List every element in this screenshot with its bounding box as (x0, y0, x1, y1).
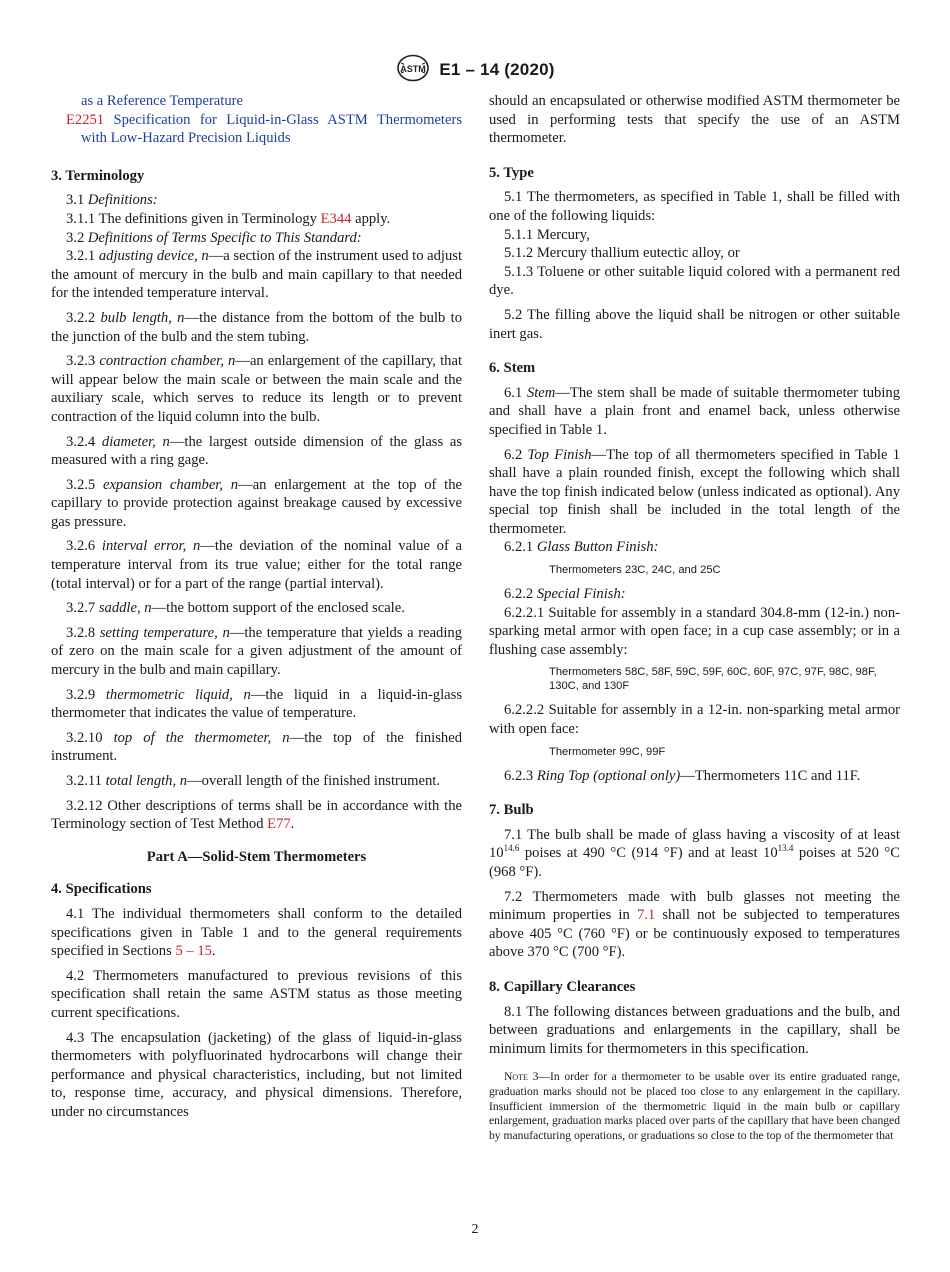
para-number: 3.2.10 (66, 729, 114, 746)
para-3-1 (51, 191, 462, 210)
para-4-2: 4.2 Thermometers manufactured to previous revisions of this specification shall retain the same ASTM status as those meeting current specifications. (51, 967, 462, 1021)
definition-text: —the bottom support of the enclosed scale. (151, 600, 405, 617)
definition-text: —the top of the finished instrument. (51, 729, 462, 765)
section-7-title: 7. Bulb (489, 802, 534, 819)
text: apply. (351, 210, 391, 227)
term: Top Finish (527, 446, 592, 463)
standard-designation: E1 – 14 (2020) (439, 60, 555, 79)
para-number: 3.2 (66, 229, 88, 246)
text: 7.2 Thermometers made with bulb glasses not meeting the minimum properties in (489, 888, 900, 924)
term: thermometric liquid, n (105, 686, 251, 703)
definition-text: —the temperature that yields a reading of zero on the main scale for a given adjustment of the amount of mercury in the bulb and main capillary. (51, 624, 462, 679)
term: total length, n (105, 773, 188, 789)
svg-text:ASTM: ASTM (400, 63, 427, 74)
definition-text: —overall length of the finished instrument. (187, 773, 440, 789)
para-6-1 (489, 384, 900, 440)
para-number: 3.2.7 (66, 600, 99, 617)
text: 3.2.12 Other descriptions of terms shall be in accordance with the Terminology section of Test Method (51, 797, 462, 833)
definition-3-2-3 (51, 352, 462, 426)
text: 7.1 The bulb shall be made of glass having a viscosity of at least 10 (489, 826, 900, 862)
para-number: 3.2.3 (66, 353, 100, 370)
reference-e2251 (51, 111, 462, 148)
definition-3-2-8 (51, 624, 462, 680)
para-4-3-continued: should an encapsulated or otherwise modified ASTM thermometer be used in performing tests that specify the use of an ASTM thermometer. (489, 93, 900, 147)
para-6-2-2-1: 6.2.2.1 Suitable for assembly in a standard 304.8-mm (12-in.) non-sparking metal armor with open face; in a cup case assembly; or in a flushing case assembly: (489, 604, 900, 658)
definition-3-2-11 (51, 772, 462, 791)
para-3-1-1 (51, 210, 462, 229)
definition-3-2-7 (51, 599, 462, 618)
para-5-1-2: 5.1.2 Mercury thallium eutectic alloy, or (504, 245, 740, 262)
para-5-1-3: 5.1.3 Toluene or other suitable liquid colored with a permanent red dye. (489, 263, 900, 299)
para-6-2-1 (489, 538, 900, 557)
left-column (51, 92, 462, 1128)
definition-text: —an enlargement at the top of the capillary to provide protection against breakage caused by excessive gas pressure. (51, 476, 462, 530)
note-text: —In order for a thermometer to be usable over its entire graduated range, graduation marks should not be placed too close to any enlargement in the capillary. Insufficient immersion of the thermometric liquid in the main bulb or capillary enlargement, graduation marks placed over parts of the capillary that have been changed by manufacturing operations, or graduations so close to the top of the thermometer that (489, 1070, 900, 1142)
definition-text: —the liquid in a liquid-in-glass thermometer that indicates the value of temperature. (51, 686, 462, 722)
part-a-heading: Part A—Solid-Stem Thermometers (146, 848, 367, 865)
section-8-title: 8. Capillary Clearances (489, 978, 636, 995)
para-6-2 (489, 446, 900, 539)
right-column (489, 92, 900, 1143)
para-6-2-2 (489, 585, 900, 604)
definition-text: —the deviation of the nominal value of a temperature interval from its true value; either for the total range (total interval) or for a part of the range (partial interval). (51, 538, 462, 592)
definition-3-2-6 (51, 537, 462, 593)
para-4-1 (51, 905, 462, 961)
term: Definitions of Terms Specific to This Standard: (87, 229, 362, 246)
para-number: 3.2.11 (66, 773, 106, 789)
para-number: 3.2.1 (66, 248, 99, 265)
term: contraction chamber, n (99, 353, 236, 370)
para-4-3: 4.3 The encapsulation (jacketing) of the glass of liquid-in-glass thermometers with polyfluorinated hydrocarbons will change their performance and physical characteristics, including, but not limited to, response time, accuracy, and physical dimensions. Therefore, under no circumstances (51, 1029, 462, 1120)
term: Special Finish: (536, 586, 626, 603)
definition-3-2-1 (51, 247, 462, 303)
note-label: Note 3 (504, 1070, 539, 1084)
term: expansion chamber, n (102, 476, 239, 493)
term: top of the thermometer, n (113, 729, 290, 746)
reference-continuation: as a Reference Temperature (81, 93, 243, 109)
section-6-title: 6. Stem (489, 360, 536, 377)
e2251-link[interactable]: E2251 (66, 111, 105, 128)
para-6-2-3 (489, 767, 900, 786)
page-header (0, 56, 950, 84)
para-number: 6.2.3 (504, 767, 537, 784)
para-7-2 (489, 888, 900, 962)
text: 3.1.1 The definitions given in Terminology (66, 210, 321, 227)
para-number: 3.2.5 (66, 476, 103, 493)
text: —Thermometers 11C and 11F. (680, 767, 861, 784)
e2251-title[interactable]: Specification for Liquid-in-Glass ASTM Thermometers with Low-Hazard Precision Liquids (81, 111, 462, 147)
e344-link[interactable]: E344 (320, 210, 352, 227)
para-6-2-2-2: 6.2.2.2 Suitable for assembly in a 12-in. non-sparking metal armor with open face: (489, 702, 900, 738)
text: shall not be subjected to temperatures above 405 °C (760 °F) or be continuously exposed to temperatures above 370 °C (700 °F). (489, 907, 900, 961)
para-3-2 (51, 229, 462, 248)
text: 4.1 The individual thermometers shall conform to the detailed specifications given in Table 1 and to the general requirements specified in Sections (51, 905, 462, 960)
para-5-1-1: 5.1.1 Mercury, (504, 226, 590, 243)
e77-link[interactable]: E77 (267, 816, 291, 833)
para-5-1: 5.1 The thermometers, as specified in Table 1, shall be filled with one of the following liquids: (489, 189, 900, 224)
section-4-title: 4. Specifications (51, 881, 152, 898)
text: poises at 520 °C (968 °F). (489, 845, 900, 880)
para-number: 3.2.6 (66, 538, 102, 555)
definition-text: —a section of the instrument used to adjust the amount of mercury in the bulb and main capillary to that needed for the intended temperature interval. (51, 248, 463, 302)
definition-3-2-5 (51, 476, 462, 532)
para-number: 6.2.1 (504, 539, 537, 556)
para-number: 3.1 (66, 192, 88, 209)
section-7-1-link[interactable]: 7.1 (636, 907, 656, 924)
definition-3-2-9 (51, 686, 462, 723)
definition-3-2-2 (51, 309, 462, 346)
term: saddle, n (98, 600, 152, 617)
term: Stem (526, 384, 556, 401)
thermometer-list-glass-button: Thermometers 23C, 24C, and 25C (549, 564, 721, 577)
term: setting temperature, n (99, 624, 230, 641)
astm-logo-icon (395, 53, 431, 88)
para-number: 6.2.2 (504, 586, 537, 603)
thermometer-list-special-finish: Thermometers 58C, 58F, 59C, 59F, 60C, 60F, 97C, 97F, 98C, 98F, 130C, and 130F (549, 666, 877, 693)
term: interval error, n (101, 538, 201, 555)
definition-text: —the largest outside dimension of the glass as measured with a ring gage. (51, 433, 463, 469)
exponent: 14.6 (503, 843, 520, 854)
text: —The top of all thermometers specified in Table 1 shall have a plain rounded finish, except the following which shall have the top finish indicated below (unless indicated as optional). Any special top finish shall be included in the total length of the thermometer. (489, 446, 901, 537)
text: poises at 490 °C (914 °F) and at least 10 (519, 845, 778, 862)
term: bulb length, n (100, 309, 185, 326)
para-number: 3.2.2 (66, 309, 101, 326)
para-number: 3.2.8 (66, 624, 100, 641)
para-number: 6.2 (504, 446, 528, 463)
definition-text: —the distance from the bottom of the bulb to the junction of the bulb and the stem tubing. (51, 309, 462, 345)
definition-3-2-10 (51, 729, 462, 766)
text: —The stem shall be made of suitable thermometer tubing and shall have a plain front and enamel back, unless otherwise specified in Table 1. (489, 384, 900, 438)
para-number: 3.2.4 (66, 433, 102, 450)
para-8-1: 8.1 The following distances between graduations and the bulb, and between graduations and enlargements in the capillary, shall be minimum limits for thermometers in this specification. (489, 1003, 900, 1057)
text: . (290, 816, 295, 833)
section-3-title: 3. Terminology (51, 167, 145, 184)
exponent: 13.4 (777, 843, 794, 854)
term: Definitions: (87, 192, 158, 209)
term: adjusting device, n (98, 248, 209, 265)
thermometer-list-armor: Thermometer 99C, 99F (549, 745, 666, 758)
term: Glass Button Finish: (536, 539, 659, 556)
page-number: 2 (471, 1222, 479, 1237)
note-3 (489, 1070, 900, 1143)
text: . (211, 943, 216, 960)
para-3-2-12 (51, 797, 462, 834)
definition-3-2-4 (51, 433, 462, 470)
para-number: 3.2.9 (66, 686, 106, 703)
para-5-2: 5.2 The filling above the liquid shall be nitrogen or other suitable inert gas. (489, 306, 900, 342)
section-5-title: 5. Type (489, 164, 534, 181)
term: Ring Top (optional only) (536, 767, 681, 784)
definition-text: —an enlargement of the capillary, that will appear below the main scale or between the main scale and the auxiliary scale, which serves to reduce its length or to prevent contraction of the liquid column into the bulb. (51, 353, 462, 425)
term: diameter, n (101, 433, 170, 450)
para-number: 6.1 (504, 384, 527, 401)
sections-link[interactable]: 5 – 15 (175, 943, 212, 960)
para-7-1 (489, 826, 900, 882)
